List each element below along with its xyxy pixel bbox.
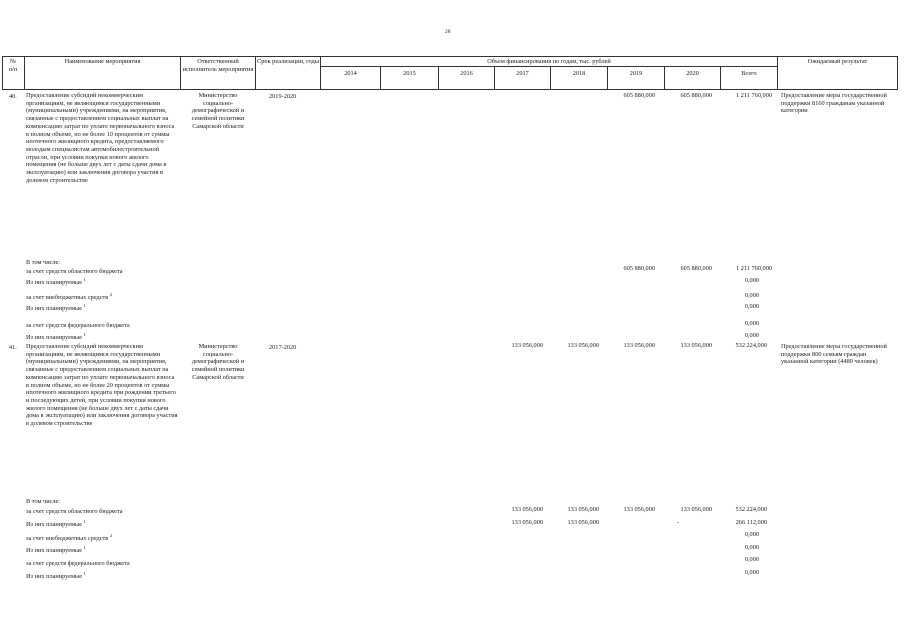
header-year-2020: 2020: [686, 70, 699, 77]
header-year-2014: 2014: [344, 70, 357, 77]
row40-result: Предоставление меры государственной поддержки 8160 гражданам указанной категории: [781, 92, 887, 115]
header-year-2015: 2015: [403, 70, 416, 77]
row40-period: 2019-2020: [269, 93, 297, 100]
row41-planned2-label: [26, 547, 86, 555]
footnote-mark: 2: [109, 292, 113, 297]
row41-2017: 133 056,000: [511, 342, 543, 349]
label-text: Из них планируемые: [26, 279, 83, 286]
row41-2020: 133 056,000: [680, 342, 712, 349]
row40-federal-label: за счет средств федерального бюджета: [26, 322, 130, 329]
label-text: за счет внебюджетных средств: [26, 294, 109, 301]
row41-regional-2020: 133 056,000: [680, 506, 712, 513]
row41-planned1-label: [26, 521, 86, 529]
row41-2019: 133 056,000: [623, 342, 655, 349]
row40-planned2-total: 0,000: [744, 303, 759, 310]
row41-sub-intro: В том числе:: [26, 498, 61, 505]
header-year-line: [320, 66, 777, 67]
row41-planned3-label: [26, 573, 86, 581]
row40-extra-label: [26, 294, 112, 302]
row41-regional-2018: 133 056,000: [567, 506, 599, 513]
row41-num: 41.: [9, 344, 17, 351]
row40-executor: Министерство социально-демографической и семейной политики Самарской области: [191, 92, 245, 130]
label-text: Из них планируемые: [26, 573, 83, 580]
header-funding: Объем финансирования по годам, тыс. рублей: [487, 58, 611, 65]
row41-planned1-total: 266 112,000: [735, 519, 767, 526]
footnote-mark: 1: [83, 545, 86, 550]
row41-2018: 133 056,000: [567, 342, 599, 349]
row40-extra-total: 0,000: [744, 292, 759, 299]
row41-planned1-2017: 133 056,000: [511, 519, 543, 526]
header-total: Всего: [741, 70, 757, 77]
header-top-line: [2, 56, 897, 57]
row40-planned1-total: 0,000: [744, 277, 759, 284]
row41-planned1-2018: 133 056,000: [567, 519, 599, 526]
row40-federal-total: 0,000: [744, 320, 759, 327]
header-num: № п/п: [8, 58, 18, 73]
row41-extra-label: [26, 535, 112, 543]
row40-sub-intro: В том числе:: [26, 259, 61, 266]
footnote-mark: 2: [109, 533, 113, 538]
row40-2020: 605 880,000: [680, 92, 712, 99]
row40-planned1-label: [26, 279, 86, 287]
row41-regional-2017: 133 056,000: [511, 506, 543, 513]
row41-planned3-total: 0,000: [744, 569, 759, 576]
header-divider: [180, 56, 181, 90]
row41-period: 2017-2020: [269, 344, 297, 351]
header-year-2017: 2017: [516, 70, 529, 77]
row40-num: 40.: [9, 93, 17, 100]
row41-planned2-total: 0,000: [744, 544, 759, 551]
label-text: Из них планируемые: [26, 305, 83, 312]
row41-regional-label: за счет средств областного бюджета: [26, 508, 123, 515]
row41-regional-total: 532 224,000: [735, 506, 767, 513]
header-year-2019: 2019: [629, 70, 643, 77]
row40-regional-label: за счет средств областного бюджета: [26, 268, 123, 275]
label-text: Из них планируемые: [26, 547, 83, 554]
row40-regional-2020: 605 880,000: [680, 265, 712, 272]
row40-planned3-total: 0,000: [744, 332, 759, 339]
footnote-mark: 1: [83, 519, 86, 524]
row41-total: 532 224,000: [735, 342, 767, 349]
header-period: Срок реализации, годы: [257, 58, 319, 65]
row40-regional-total: 1 211 760,000: [736, 265, 772, 272]
row41-executor: Министерство социально-демографической и семейной политики Самарской области: [191, 343, 245, 381]
row41-planned1-2020: -: [677, 519, 680, 526]
footnote-mark: 1: [83, 303, 86, 308]
row41-federal-label: за счет средств федерального бюджета: [26, 560, 130, 567]
row41-result: Предоставление меры государственной поддержки 800 семьям граждан указанной категории (4480 человек): [781, 343, 887, 366]
header-result: Ожидаемый результат: [807, 58, 868, 65]
row40-2019: 605 880,000: [623, 92, 655, 99]
footnote-mark: 1: [83, 332, 86, 337]
header-year-2018: 2018: [572, 70, 586, 77]
footnote-mark: 1: [83, 571, 86, 576]
row40-planned2-label: [26, 305, 86, 313]
row41-federal-total: 0,000: [744, 556, 759, 563]
header-executor: Ответственный исполнитель мероприятия: [182, 58, 254, 73]
header-right-border: [897, 56, 898, 90]
row41-extra-total: 0,000: [744, 531, 759, 538]
label-text: за счет внебюджетных средств: [26, 535, 109, 542]
header-year-2016: 2016: [460, 70, 473, 77]
label-text: Из них планируемые: [26, 334, 83, 341]
row41-regional-2019: 133 056,000: [623, 506, 655, 513]
row41-name: Предоставление субсидий некоммерческим организациям, не являющимся государственными (муниципальными) учреждениями, на мероприятия, связанные с предоставлением социальных выплат на компенсацию затрат по уплате первоначального взноса в полном объеме, но не более 20 процентов от суммы ипотечного жилищного кредита при рождении третьего и последующих детей, при условии покупки нового жилого помещения (не больше двух лет с даты сдачи дома в эксплуатацию) или заключения договора участия в долевом строительстве: [26, 343, 178, 428]
row40-total: 1 211 760,000: [736, 92, 772, 99]
row40-regional-2019: 605 880,000: [623, 265, 655, 272]
footnote-mark: 1: [83, 277, 86, 282]
row40-name: Предоставление субсидий некоммерческим организациям, не являющимся государственными (муниципальными) учреждениями, на мероприятия, связанные с предоставлением социальных выплат на компенсацию затрат по уплате первоначального взноса в полном объеме, но не более 10 процентов от суммы ипотечного жилищного кредита, предоставляемого молодым специалистам автомобилестроительной отрасли, при условии покупки нового жилого помещения (не больше двух лет с даты сдачи дома в эксплуатацию) или заключения договора участия в долевом строительстве: [26, 92, 175, 184]
header-divider: [255, 56, 256, 90]
label-text: Из них планируемые: [26, 521, 83, 528]
row40-planned3-label: [26, 334, 86, 342]
page-number: 28: [445, 29, 451, 35]
header-name: Наименование мероприятия: [64, 58, 141, 65]
header-bottom-line: [2, 89, 897, 90]
